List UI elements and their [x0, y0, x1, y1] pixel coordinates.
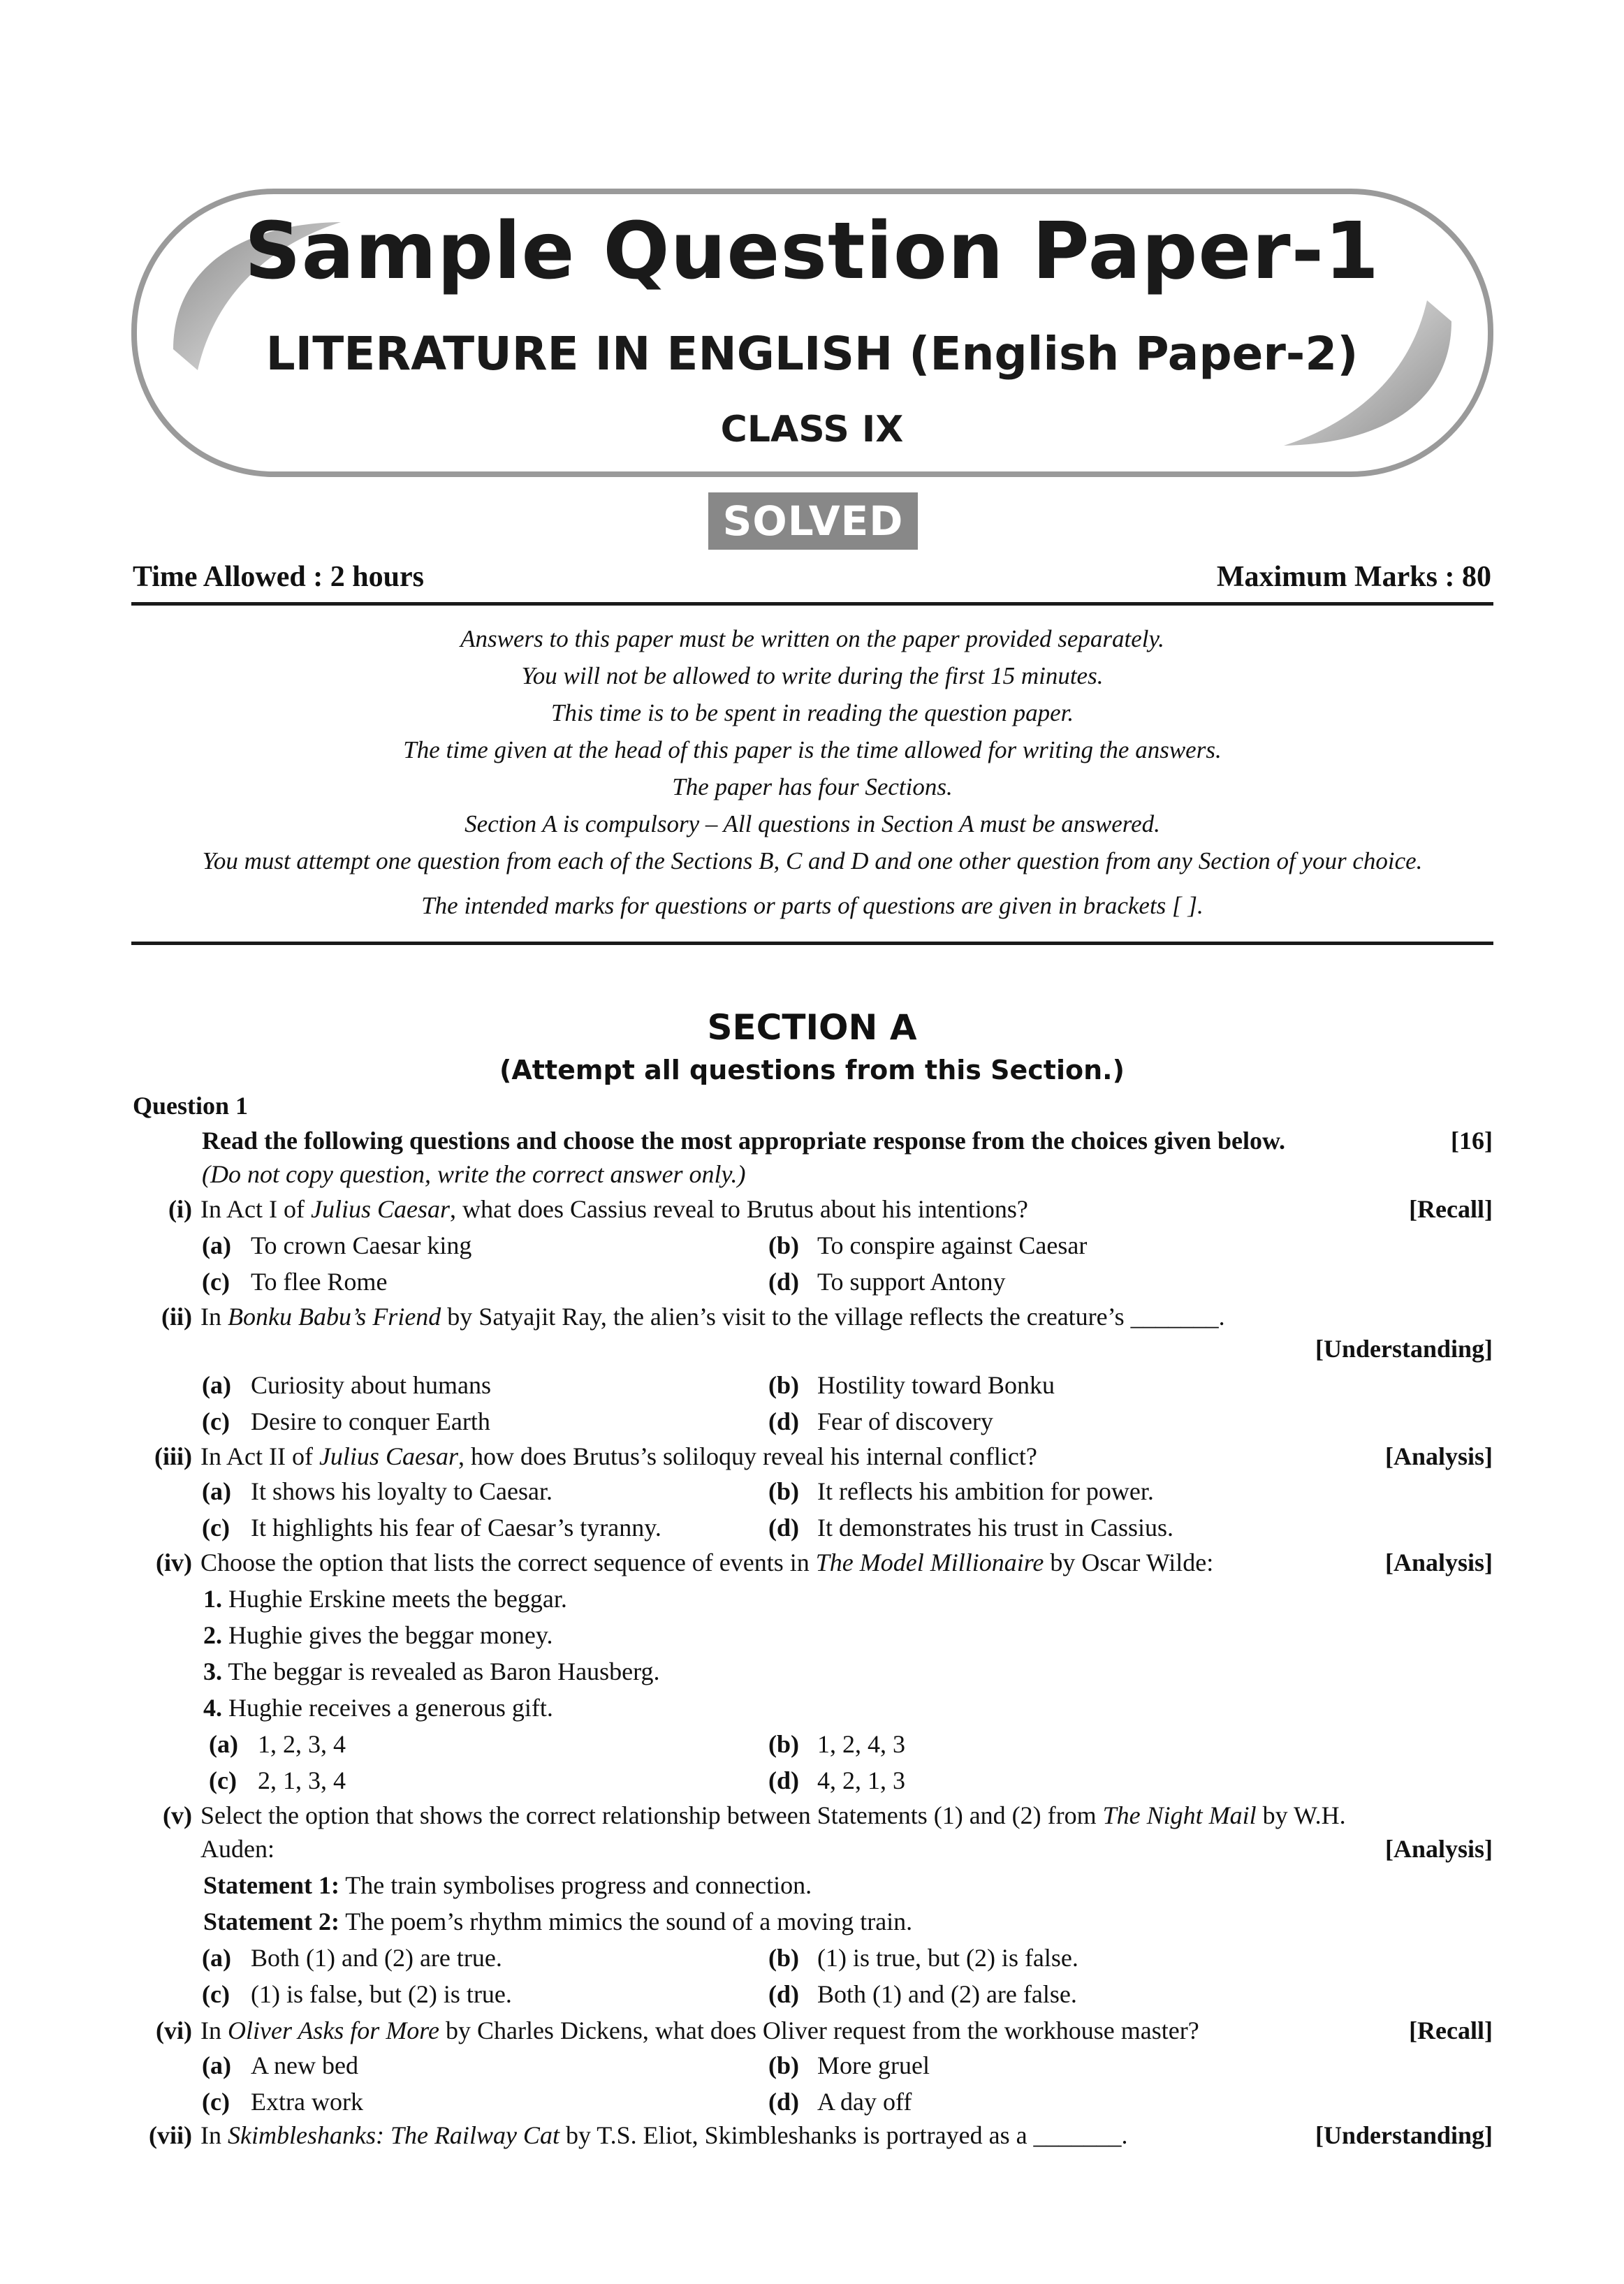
question-text-part: , how does Brutus’s soliloquy reveal his internal conflict? [458, 1442, 1037, 1470]
instruction-line: The paper has four Sections. [672, 773, 953, 800]
maximum-marks: Maximum Marks : 80 [1216, 561, 1491, 593]
option-a [202, 1231, 471, 1260]
option-text: To conspire against Caesar [817, 1231, 1088, 1259]
class-label: CLASS IX [720, 409, 904, 451]
option-text: To crown Caesar king [251, 1231, 472, 1259]
option-label: (a) [202, 2051, 231, 2079]
top-divider [131, 602, 1493, 606]
option-text: It demonstrates his trust in Cassius. [817, 1514, 1173, 1542]
instruction-line: The time given at the head of this paper is the time allowed for writing the answers. [403, 736, 1222, 763]
option-text: A day off [817, 2088, 912, 2116]
question-text-part: by W.H. [1256, 1801, 1346, 1829]
work-title: Skimbleshanks: The Railway Cat [228, 2121, 559, 2149]
option-c [209, 1766, 346, 1795]
question-text [200, 1302, 1225, 1331]
work-title: The Night Mail [1102, 1801, 1257, 1829]
work-title: Bonku Babu’s Friend [228, 1303, 441, 1331]
option-label: (c) [202, 2088, 230, 2116]
statement-text: The poem’s rhythm mimics the sound of a moving train. [339, 1908, 913, 1935]
option-text: 2, 1, 3, 4 [258, 1766, 346, 1794]
option-label: (a) [202, 1944, 231, 1972]
option-text: Desire to conquer Earth [251, 1407, 490, 1435]
event-text: Hughie gives the beggar money. [228, 1621, 553, 1649]
option-label: (b) [768, 1231, 799, 1259]
item-number: (v) [163, 1801, 192, 1829]
event-text: The beggar is revealed as Baron Hausberg. [228, 1657, 660, 1685]
statement-1 [203, 1871, 812, 1900]
item-number: (iv) [156, 1549, 192, 1576]
option-label: (d) [768, 2088, 799, 2116]
option-label: (c) [202, 1407, 230, 1435]
event-text: Hughie Erskine meets the beggar. [228, 1585, 567, 1613]
option-text: Fear of discovery [817, 1407, 993, 1435]
skill-tag: [Understanding] [1315, 1335, 1493, 1363]
option-b [768, 1943, 1078, 1972]
option-label: (d) [768, 1980, 799, 2008]
option-d [768, 1407, 993, 1436]
question-text [200, 1801, 1346, 1830]
bottom-divider [131, 942, 1493, 945]
option-c [202, 1513, 661, 1542]
option-b [768, 1729, 905, 1759]
option-text: To support Antony [817, 1268, 1006, 1296]
instruction-line: Section A is compulsory – All questions in Section A must be answered. [464, 810, 1160, 837]
option-text: 1, 2, 3, 4 [258, 1730, 346, 1758]
event-number: 3. [203, 1657, 222, 1685]
option-d [768, 1513, 1173, 1542]
option-c [202, 1979, 512, 2009]
section-title: SECTION A [707, 1007, 917, 1048]
option-c [202, 1407, 490, 1436]
question-note: (Do not copy question, write the correct answer only.) [202, 1160, 746, 1188]
option-text: Hostility toward Bonku [817, 1371, 1055, 1399]
option-label: (d) [768, 1766, 799, 1794]
paper-subtitle: LITERATURE IN ENGLISH (English Paper-2) [265, 327, 1359, 381]
option-label: (c) [202, 1514, 230, 1542]
work-title: Julius Caesar [319, 1442, 458, 1470]
event-number: 1. [203, 1585, 222, 1613]
question-text-part: by Oscar Wilde: [1044, 1549, 1214, 1576]
instruction-line: Answers to this paper must be written on the paper provided separately. [460, 625, 1164, 652]
question-label: Question 1 [133, 1092, 249, 1120]
option-label: (a) [202, 1371, 231, 1399]
option-label: (c) [209, 1766, 237, 1794]
option-label: (b) [768, 2051, 799, 2079]
option-text: It shows his loyalty to Caesar. [251, 1477, 553, 1505]
question-text [200, 2121, 1128, 2150]
question-text-part: by T.S. Eliot, Skimbleshanks is portrayed as a _______. [559, 2121, 1128, 2149]
option-b [768, 1231, 1087, 1260]
question-text-part: In Act II of [200, 1442, 319, 1470]
option-text: It reflects his ambition for power. [817, 1477, 1154, 1505]
statement-label: Statement 2: [203, 1908, 339, 1935]
instruction-line: You must attempt one question from each of the Sections B, C and D and one other question from any Section of your choice. [202, 847, 1423, 874]
option-a [202, 1370, 491, 1400]
time-allowed: Time Allowed : 2 hours [133, 561, 424, 593]
instruction-line: The intended marks for questions or parts of questions are given in brackets [ ]. [421, 892, 1204, 919]
skill-tag: [Analysis] [1384, 1442, 1493, 1470]
question-text [200, 2016, 1199, 2045]
question-text-part: In Act I of [200, 1195, 311, 1223]
option-label: (d) [768, 1268, 799, 1296]
event-number: 4. [203, 1694, 222, 1722]
option-a [209, 1729, 346, 1759]
option-text: More gruel [817, 2051, 930, 2079]
question-text [200, 1442, 1037, 1471]
option-c [202, 2087, 363, 2116]
skill-tag: [Understanding] [1315, 2121, 1493, 2149]
option-text: Both (1) and (2) are true. [251, 1944, 502, 1972]
option-label: (d) [768, 1514, 799, 1542]
instruction-line: You will not be allowed to write during the first 15 minutes. [521, 662, 1104, 689]
work-title: Julius Caesar [310, 1195, 450, 1223]
event-item [203, 1620, 553, 1650]
event-item [203, 1693, 553, 1722]
option-b [768, 2051, 930, 2080]
option-label: (a) [202, 1231, 231, 1259]
skill-tag: [Analysis] [1384, 1549, 1493, 1576]
option-label: (b) [768, 1730, 799, 1758]
option-c [202, 1267, 387, 1296]
option-text: 1, 2, 4, 3 [817, 1730, 905, 1758]
option-text: Both (1) and (2) are false. [817, 1980, 1077, 2008]
option-d [768, 2087, 912, 2116]
statement-label: Statement 1: [203, 1871, 339, 1899]
statement-text: The train symbolises progress and connection. [339, 1871, 812, 1899]
item-number: (ii) [161, 1303, 192, 1331]
solved-badge: SOLVED [708, 492, 918, 550]
question-text-part: , what does Cassius reveal to Brutus about his intentions? [449, 1195, 1028, 1223]
skill-tag: [Recall] [1409, 1195, 1493, 1223]
skill-tag: [Analysis] [1384, 1835, 1493, 1863]
option-text: 4, 2, 1, 3 [817, 1766, 905, 1794]
skill-tag: [Recall] [1409, 2016, 1493, 2044]
work-title: Oliver Asks for More [228, 2016, 439, 2044]
option-text: A new bed [251, 2051, 358, 2079]
event-text: Hughie receives a generous gift. [228, 1694, 553, 1722]
option-label: (a) [202, 1477, 231, 1505]
option-label: (c) [202, 1268, 230, 1296]
option-b [768, 1477, 1154, 1506]
question-text-part: In [200, 2121, 228, 2149]
option-d [768, 1267, 1006, 1296]
option-label: (a) [209, 1730, 238, 1758]
option-text: (1) is false, but (2) is true. [251, 1980, 512, 2008]
statement-2 [203, 1907, 912, 1936]
item-number: (iii) [154, 1442, 192, 1470]
option-label: (d) [768, 1407, 799, 1435]
event-number: 2. [203, 1621, 222, 1649]
question-instruction: Read the following questions and choose the most appropriate response from the choices given below. [202, 1127, 1286, 1155]
option-label: (b) [768, 1477, 799, 1505]
question-text [200, 1194, 1028, 1224]
option-d [768, 1766, 905, 1795]
option-text: Extra work [251, 2088, 363, 2116]
option-label: (b) [768, 1944, 799, 1972]
question-text [200, 1548, 1213, 1577]
question-text-part: In [200, 2016, 228, 2044]
event-item [203, 1584, 567, 1613]
question-marks: [16] [1451, 1127, 1493, 1155]
item-number: (vii) [149, 2121, 192, 2149]
option-label: (b) [768, 1371, 799, 1399]
option-a [202, 1477, 553, 1506]
question-text-part: by Satyajit Ray, the alien’s visit to the village reflects the creature’s _______. [441, 1303, 1225, 1331]
paper-title: Sample Question Paper-1 [244, 206, 1380, 297]
item-number: (i) [168, 1195, 192, 1223]
option-label: (c) [202, 1980, 230, 2008]
instruction-line: This time is to be spent in reading the question paper. [550, 699, 1074, 726]
option-d [768, 1979, 1077, 2009]
event-item [203, 1657, 659, 1686]
question-text-part: Choose the option that lists the correct sequence of events in [200, 1549, 816, 1576]
item-number: (vi) [156, 2016, 192, 2044]
option-b [768, 1370, 1055, 1400]
question-text-continued: Auden: [200, 1835, 275, 1863]
question-text-part: Select the option that shows the correct relationship between Statements (1) and (2) from [200, 1801, 1103, 1829]
option-text: (1) is true, but (2) is false. [817, 1944, 1078, 1972]
work-title: The Model Millionaire [815, 1549, 1044, 1576]
option-text: To flee Rome [251, 1268, 388, 1296]
question-text-part: In [200, 1303, 228, 1331]
option-a [202, 1943, 502, 1972]
question-text-part: by Charles Dickens, what does Oliver request from the workhouse master? [439, 2016, 1199, 2044]
section-subtitle: (Attempt all questions from this Section.) [499, 1055, 1125, 1085]
option-text: Curiosity about humans [251, 1371, 491, 1399]
option-a [202, 2051, 358, 2080]
option-text: It highlights his fear of Caesar’s tyranny. [251, 1514, 661, 1542]
